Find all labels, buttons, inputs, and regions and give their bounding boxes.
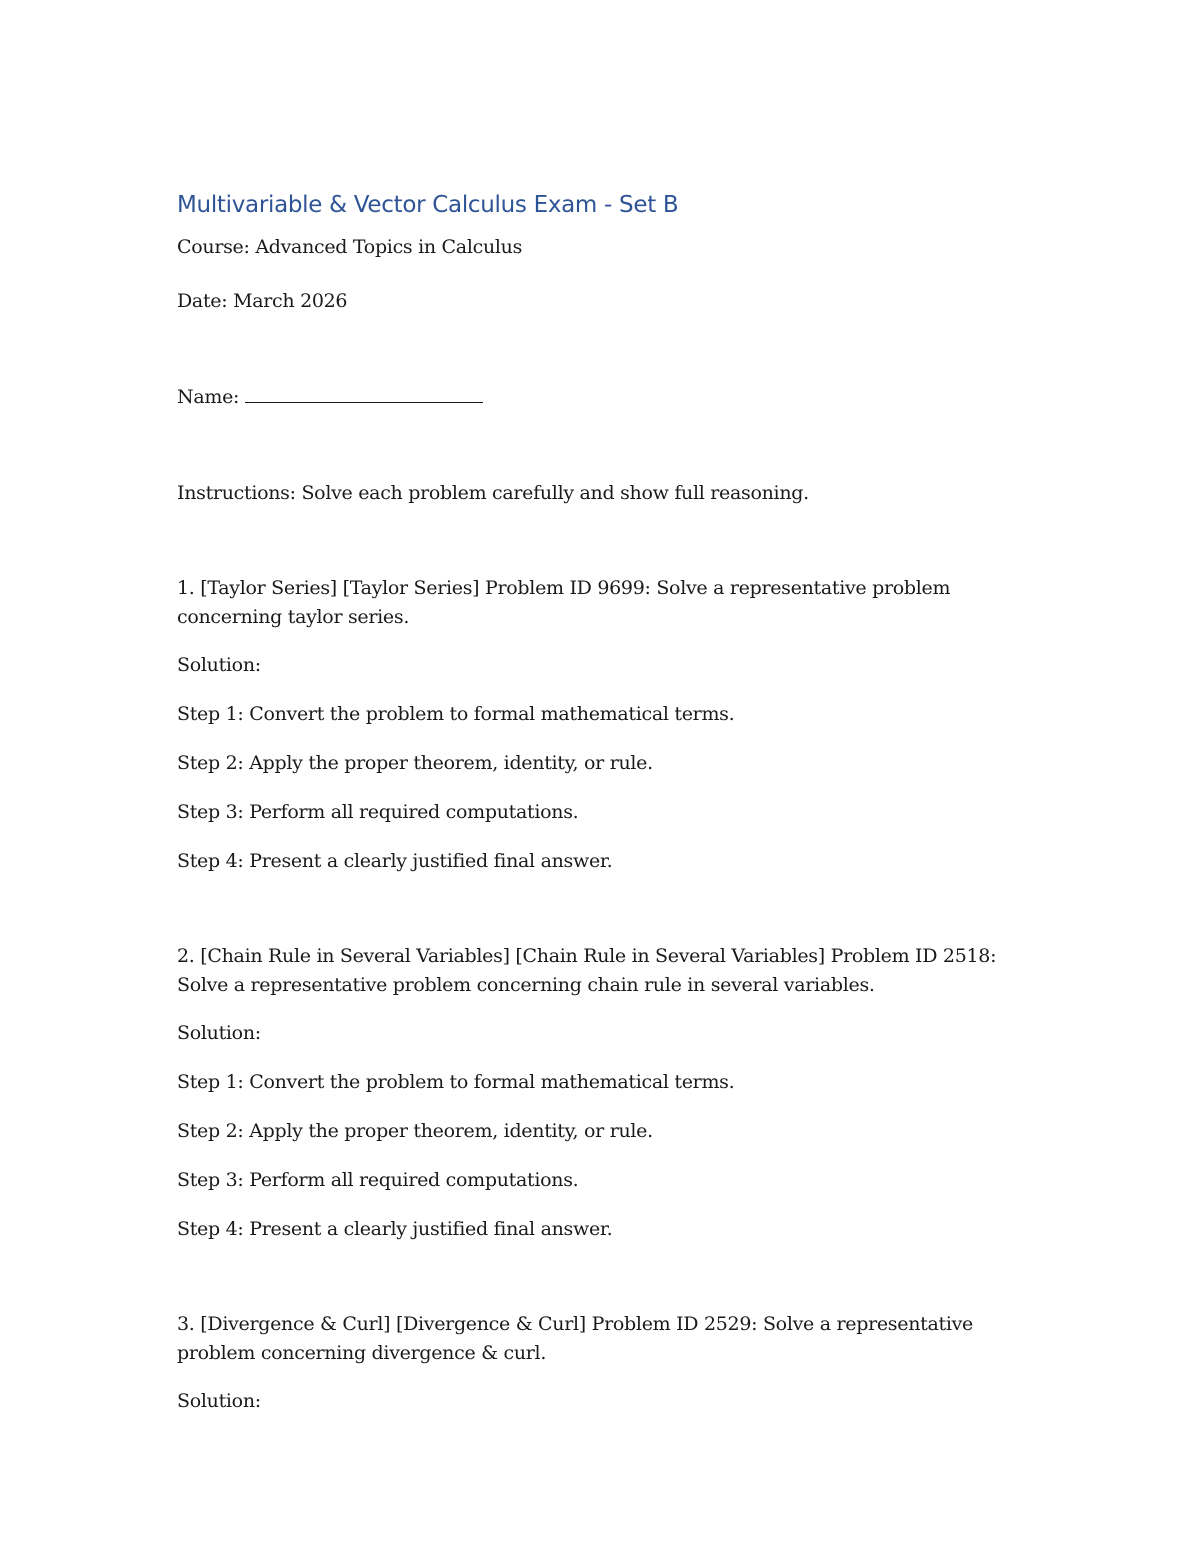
solution-label: Solution:	[177, 1022, 261, 1044]
name-label: Name:	[177, 386, 240, 408]
course-line: Course: Advanced Topics in Calculus	[177, 236, 523, 258]
solution-step: Step 2: Apply the proper theorem, identity, or rule.	[177, 1120, 653, 1142]
solution-step: Step 3: Perform all required computations.	[177, 801, 579, 823]
problem-2	[177, 942, 1007, 1244]
solution-step: Step 1: Convert the problem to formal mathematical terms.	[177, 1071, 735, 1093]
solution-step: Step 1: Convert the problem to formal mathematical terms.	[177, 703, 735, 725]
exam-title: Multivariable & Vector Calculus Exam - Set B	[177, 192, 679, 218]
problem-statement: 2. [Chain Rule in Several Variables] [Chain Rule in Several Variables] Problem ID 2518: Solve a representative problem concerning chain rule in several variables.	[177, 945, 997, 996]
problem-3	[177, 1310, 1007, 1416]
problem-statement: 3. [Divergence & Curl] [Divergence & Curl] Problem ID 2529: Solve a representative problem concerning divergence & curl.	[177, 1313, 973, 1364]
date-line: Date: March 2026	[177, 290, 348, 312]
solution-step: Step 3: Perform all required computations.	[177, 1169, 579, 1191]
name-blank-line	[245, 382, 483, 403]
problem-statement: 1. [Taylor Series] [Taylor Series] Problem ID 9699: Solve a representative problem concerning taylor series.	[177, 577, 951, 628]
solution-label: Solution:	[177, 654, 261, 676]
instructions: Instructions: Solve each problem carefully and show full reasoning.	[177, 482, 809, 504]
solution-step: Step 2: Apply the proper theorem, identity, or rule.	[177, 752, 653, 774]
solution-label: Solution:	[177, 1390, 261, 1412]
document-content	[177, 188, 1007, 1482]
solution-step: Step 4: Present a clearly justified final answer.	[177, 1218, 613, 1240]
name-field	[177, 382, 1007, 412]
problem-1	[177, 574, 1007, 876]
solution-step: Step 4: Present a clearly justified final answer.	[177, 850, 613, 872]
